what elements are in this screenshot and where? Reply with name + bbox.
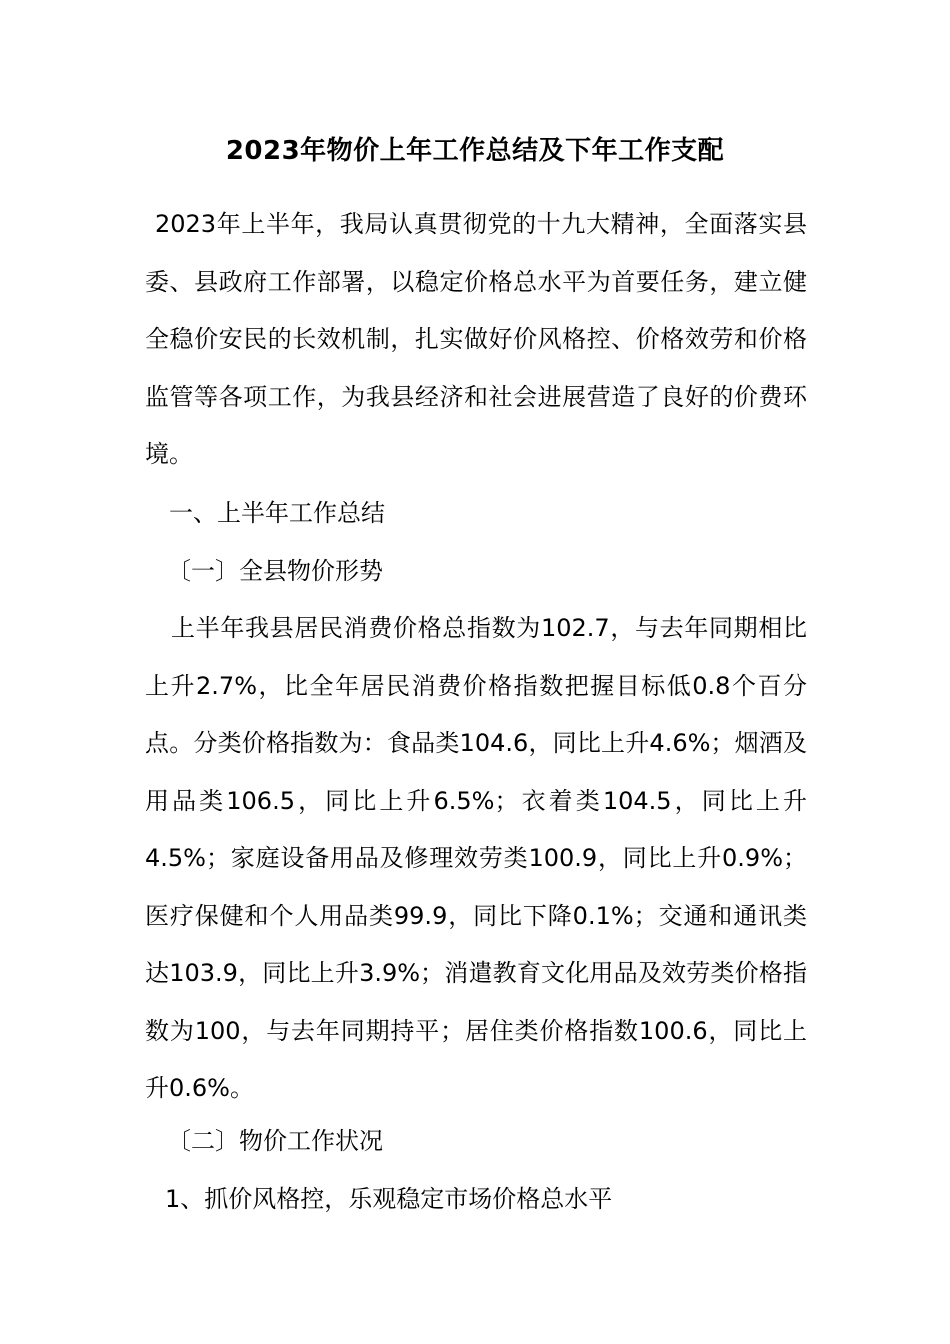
subsection-heading-price-situation: 〔一〕全县物价形势 xyxy=(167,557,383,585)
section-heading-summary: 一、上半年工作总结 xyxy=(169,499,385,527)
intro-paragraph: 2023年上半年，我局认真贯彻党的十九大精神，全面落实县委、县政府工作部署，以稳定价格总水平为首要任务，建立健全稳价安民的长效机制，扎实做好价风格控、价格效劳和价格监管等各项工作，为我县经济和社会进展营造了良好的价费环境。 xyxy=(145,210,807,468)
document-title: 2023年物价上年工作总结及下年工作支配 xyxy=(225,136,725,166)
price-situation-paragraph: 上半年我县居民消费价格总指数为102.7，与去年同期相比上升2.7%，比全年居民消费价格指数把握目标低0.8个百分点。分类价格指数为：食品类104.6，同比上升4.6%；烟酒及用品类106.5，同比上升6.5%；衣着类104.5，同比上升4.5%；家庭设备用品及修理效劳类100.9，同比上升0.9%；医疗保健和个人用品类99.9，同比下降0.1%；交通和通讯类达103.9，同比上升3.9%；消遣教育文化用品及效劳类价格指数为100，与去年同期持平；居住类价格指数100.6，同比上升0.6%。 xyxy=(145,614,807,1102)
item-heading-price-control: 1、抓价风格控，乐观稳定市场价格总水平 xyxy=(165,1185,613,1213)
subsection-heading-work-status: 〔二〕物价工作状况 xyxy=(167,1127,383,1155)
